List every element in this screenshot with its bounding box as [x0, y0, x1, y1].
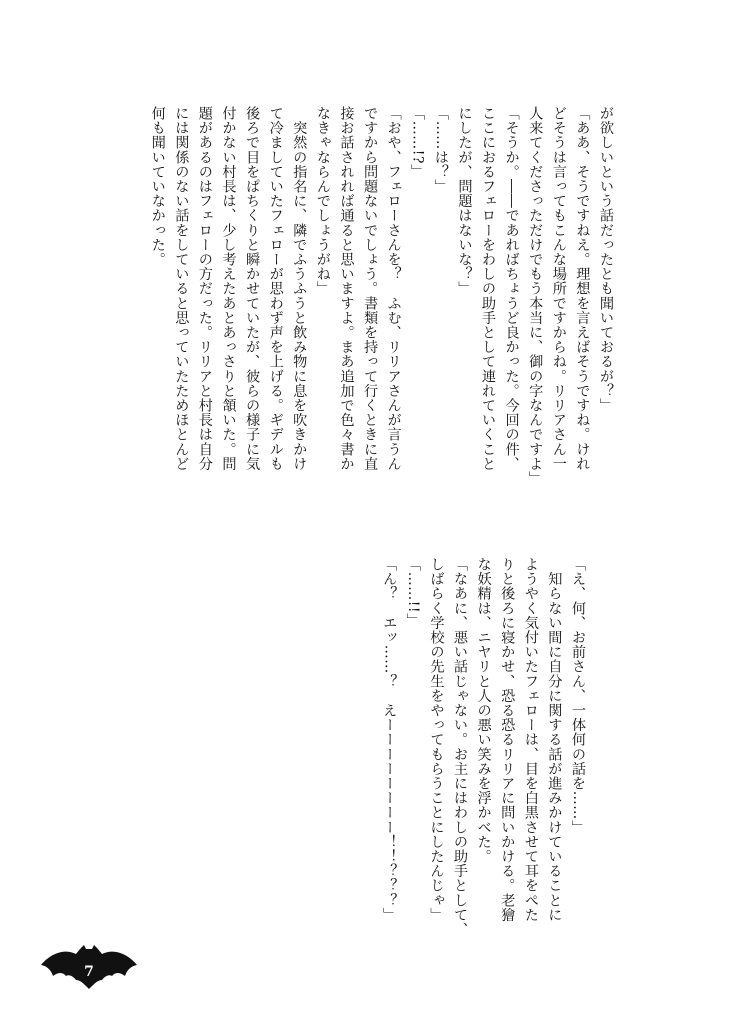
text-line: どそうは言ってもこんな場所ですからね。リリアさん一 [550, 106, 567, 471]
text-line: 「ああ、そうですねえ。理想を言えばそうですね。けれ [574, 106, 591, 471]
text-line: 接お話されれば通ると思いますよ。まあ追加で色々書か [338, 106, 355, 471]
text-line: 「ん？ エッ……？ えーーーーーーーー！！？？？」 [381, 557, 398, 922]
text-line: ですから問題ないでしょう。書類を持って行くときに直 [362, 106, 379, 471]
text-line: て冷ましていたフェローが思わず声を上げる。ギデルも [267, 106, 284, 471]
text-line: な妖精は、ニヤリと人の悪い笑みを浮かべた。 [475, 557, 492, 864]
text-line: 「おや、フェローさんを？ ふむ、リリアさんが言うん [385, 106, 402, 471]
text-line: が欲しいという話だったとも聞いておるが？」 [598, 106, 614, 413]
text-line: には関係のない話をしていると思っていたためほとんど [173, 106, 190, 471]
text-line: にしたが、問題はないな？」 [456, 106, 473, 296]
text-line: 後ろで目をぱちくりと瞬かせていたが、彼らの様子に気 [244, 106, 261, 471]
text-line: 知らない間に自分に関する話が進みかけていることに [546, 557, 563, 922]
text-line: 人来てくださっただけでもう本当に、御の字なんですよ」 [527, 106, 544, 486]
text-line: 「……は？」 [432, 106, 449, 194]
text-line: 「そうか。――であればちょうど良かった。今回の件、 [503, 106, 520, 471]
text-line: 「……!!」 [404, 557, 421, 628]
text-line: 「なあに、悪い話じゃない。お主にはわしの助手として、 [452, 557, 469, 937]
bat-icon [40, 934, 138, 990]
text-line: 「え、何、お前さん、一体何の話を……」 [570, 557, 586, 835]
text-line: 何も聞いていなかった。 [149, 106, 166, 267]
text-line: なきゃならんでしょうがね」 [314, 106, 331, 296]
text-line: 突然の指名に、隣でふうふうと飲み物に息を吹きかけ [291, 106, 308, 471]
text-line: 題があるのはフェローの方だった。リリアと村長は自分 [196, 106, 213, 471]
text-line: 「……!?」 [409, 106, 426, 179]
text-line: しばらく学校の先生をやってもらうことにしたんじゃ」 [428, 557, 445, 922]
page-number: 7 [84, 964, 94, 980]
text-line: 付かない村長は、少し考えたあとあっさりと頷いた。問 [220, 106, 237, 471]
text-line: りと後ろに寝かせ、恐る恐るリリアに問いかける。老獪 [499, 557, 516, 922]
lower-text-block [377, 557, 589, 947]
upper-text-block [145, 106, 617, 511]
text-line: ようやく気付いたフェローは、目を白黒させて耳をぺた [522, 557, 539, 922]
text-line: ここにおるフェローをわしの助手として連れていくこと [480, 106, 497, 471]
